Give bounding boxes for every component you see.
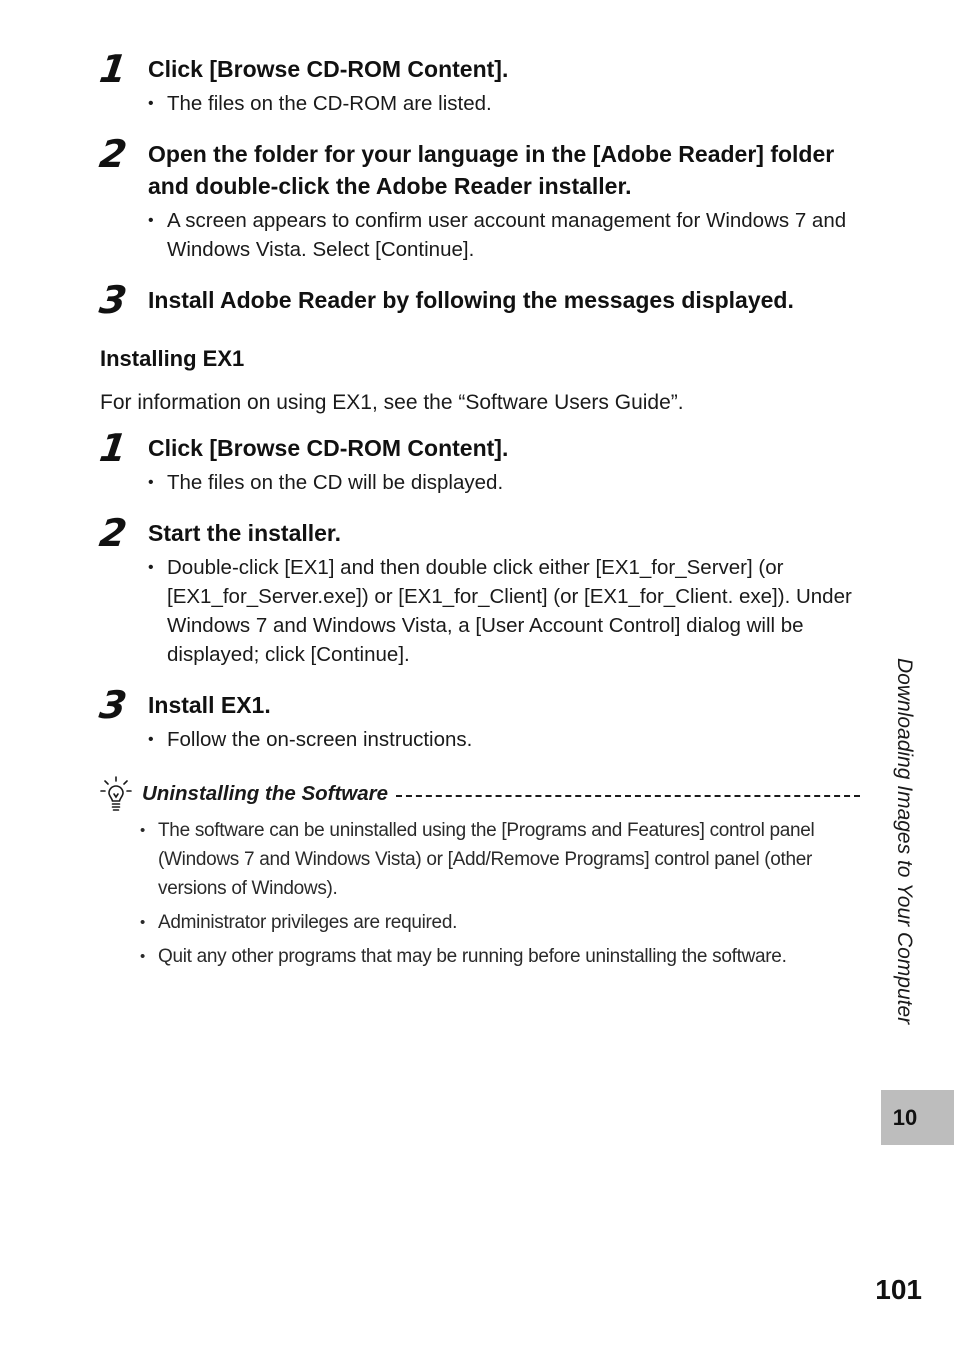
- bullet-item: • The files on the CD-ROM are listed.: [148, 89, 860, 118]
- step-title: Click [Browse CD-ROM Content].: [148, 435, 509, 461]
- note-divider: [396, 795, 860, 797]
- step-number: 2: [96, 132, 130, 176]
- step-b3: [96, 683, 860, 754]
- step-b1: [96, 426, 860, 497]
- step-title: Open the folder for your language in the [Adobe Reader] folder and double-click the Adobe Reader installer.: [148, 141, 835, 199]
- bullet-item: • Double-click [EX1] and then double click either [EX1_for_Server] (or [EX1_for_Server.exe]) or [EX1_for_Client] (or [EX1_for_Client. exe]). Under Windows 7 and Windows Vista, a [User Account Control] dialog will be displayed; click [Continue].: [148, 553, 860, 669]
- step-bullets: [148, 206, 860, 264]
- step-number: 2: [96, 511, 130, 555]
- step-bullets: [148, 89, 860, 118]
- step-title: Install Adobe Reader by following the messages displayed.: [148, 287, 794, 313]
- step-number: 3: [96, 278, 130, 322]
- note-title: Uninstalling the Software: [142, 782, 389, 805]
- step-b2: [96, 511, 860, 669]
- step-a1: [96, 47, 860, 118]
- note-box: [100, 776, 860, 976]
- note-header: [100, 776, 860, 812]
- note-list: [140, 816, 860, 971]
- step-number: 3: [96, 683, 130, 727]
- section-heading: Installing EX1: [100, 346, 245, 371]
- chapter-tab: 10: [881, 1090, 954, 1145]
- chapter-side-label: [873, 658, 919, 1078]
- note-item: • Quit any other programs that may be running before uninstalling the software.: [140, 942, 860, 971]
- step-number: 1: [96, 47, 130, 91]
- step-number: 1: [96, 426, 130, 470]
- step-bullets: [148, 468, 860, 497]
- bullet-item: • A screen appears to confirm user account management for Windows 7 and Windows Vista. Select [Continue].: [148, 206, 860, 264]
- step-bullets: [148, 725, 860, 754]
- step-a2: [96, 132, 860, 264]
- step-title: Start the installer.: [148, 520, 342, 546]
- step-a3: [96, 278, 860, 322]
- step-bullets: [148, 553, 860, 669]
- note-item: • Administrator privileges are required.: [140, 908, 860, 937]
- bullet-item: • Follow the on-screen instructions.: [148, 725, 860, 754]
- lightbulb-icon: [100, 776, 132, 812]
- step-title: Install EX1.: [148, 692, 271, 718]
- note-item: • The software can be uninstalled using the [Programs and Features] control panel (Windows 7 and Windows Vista) or [Add/Remove Programs] control panel (other versions of Windows).: [140, 816, 860, 903]
- section-intro: For information on using EX1, see the “Software Users Guide”.: [100, 391, 684, 414]
- bullet-item: • The files on the CD will be displayed.: [148, 468, 860, 497]
- step-title: Click [Browse CD-ROM Content].: [148, 56, 509, 82]
- page-number: 101: [875, 1274, 922, 1305]
- chapter-side-label-text: Downloading Images to Your Computer: [893, 658, 916, 1025]
